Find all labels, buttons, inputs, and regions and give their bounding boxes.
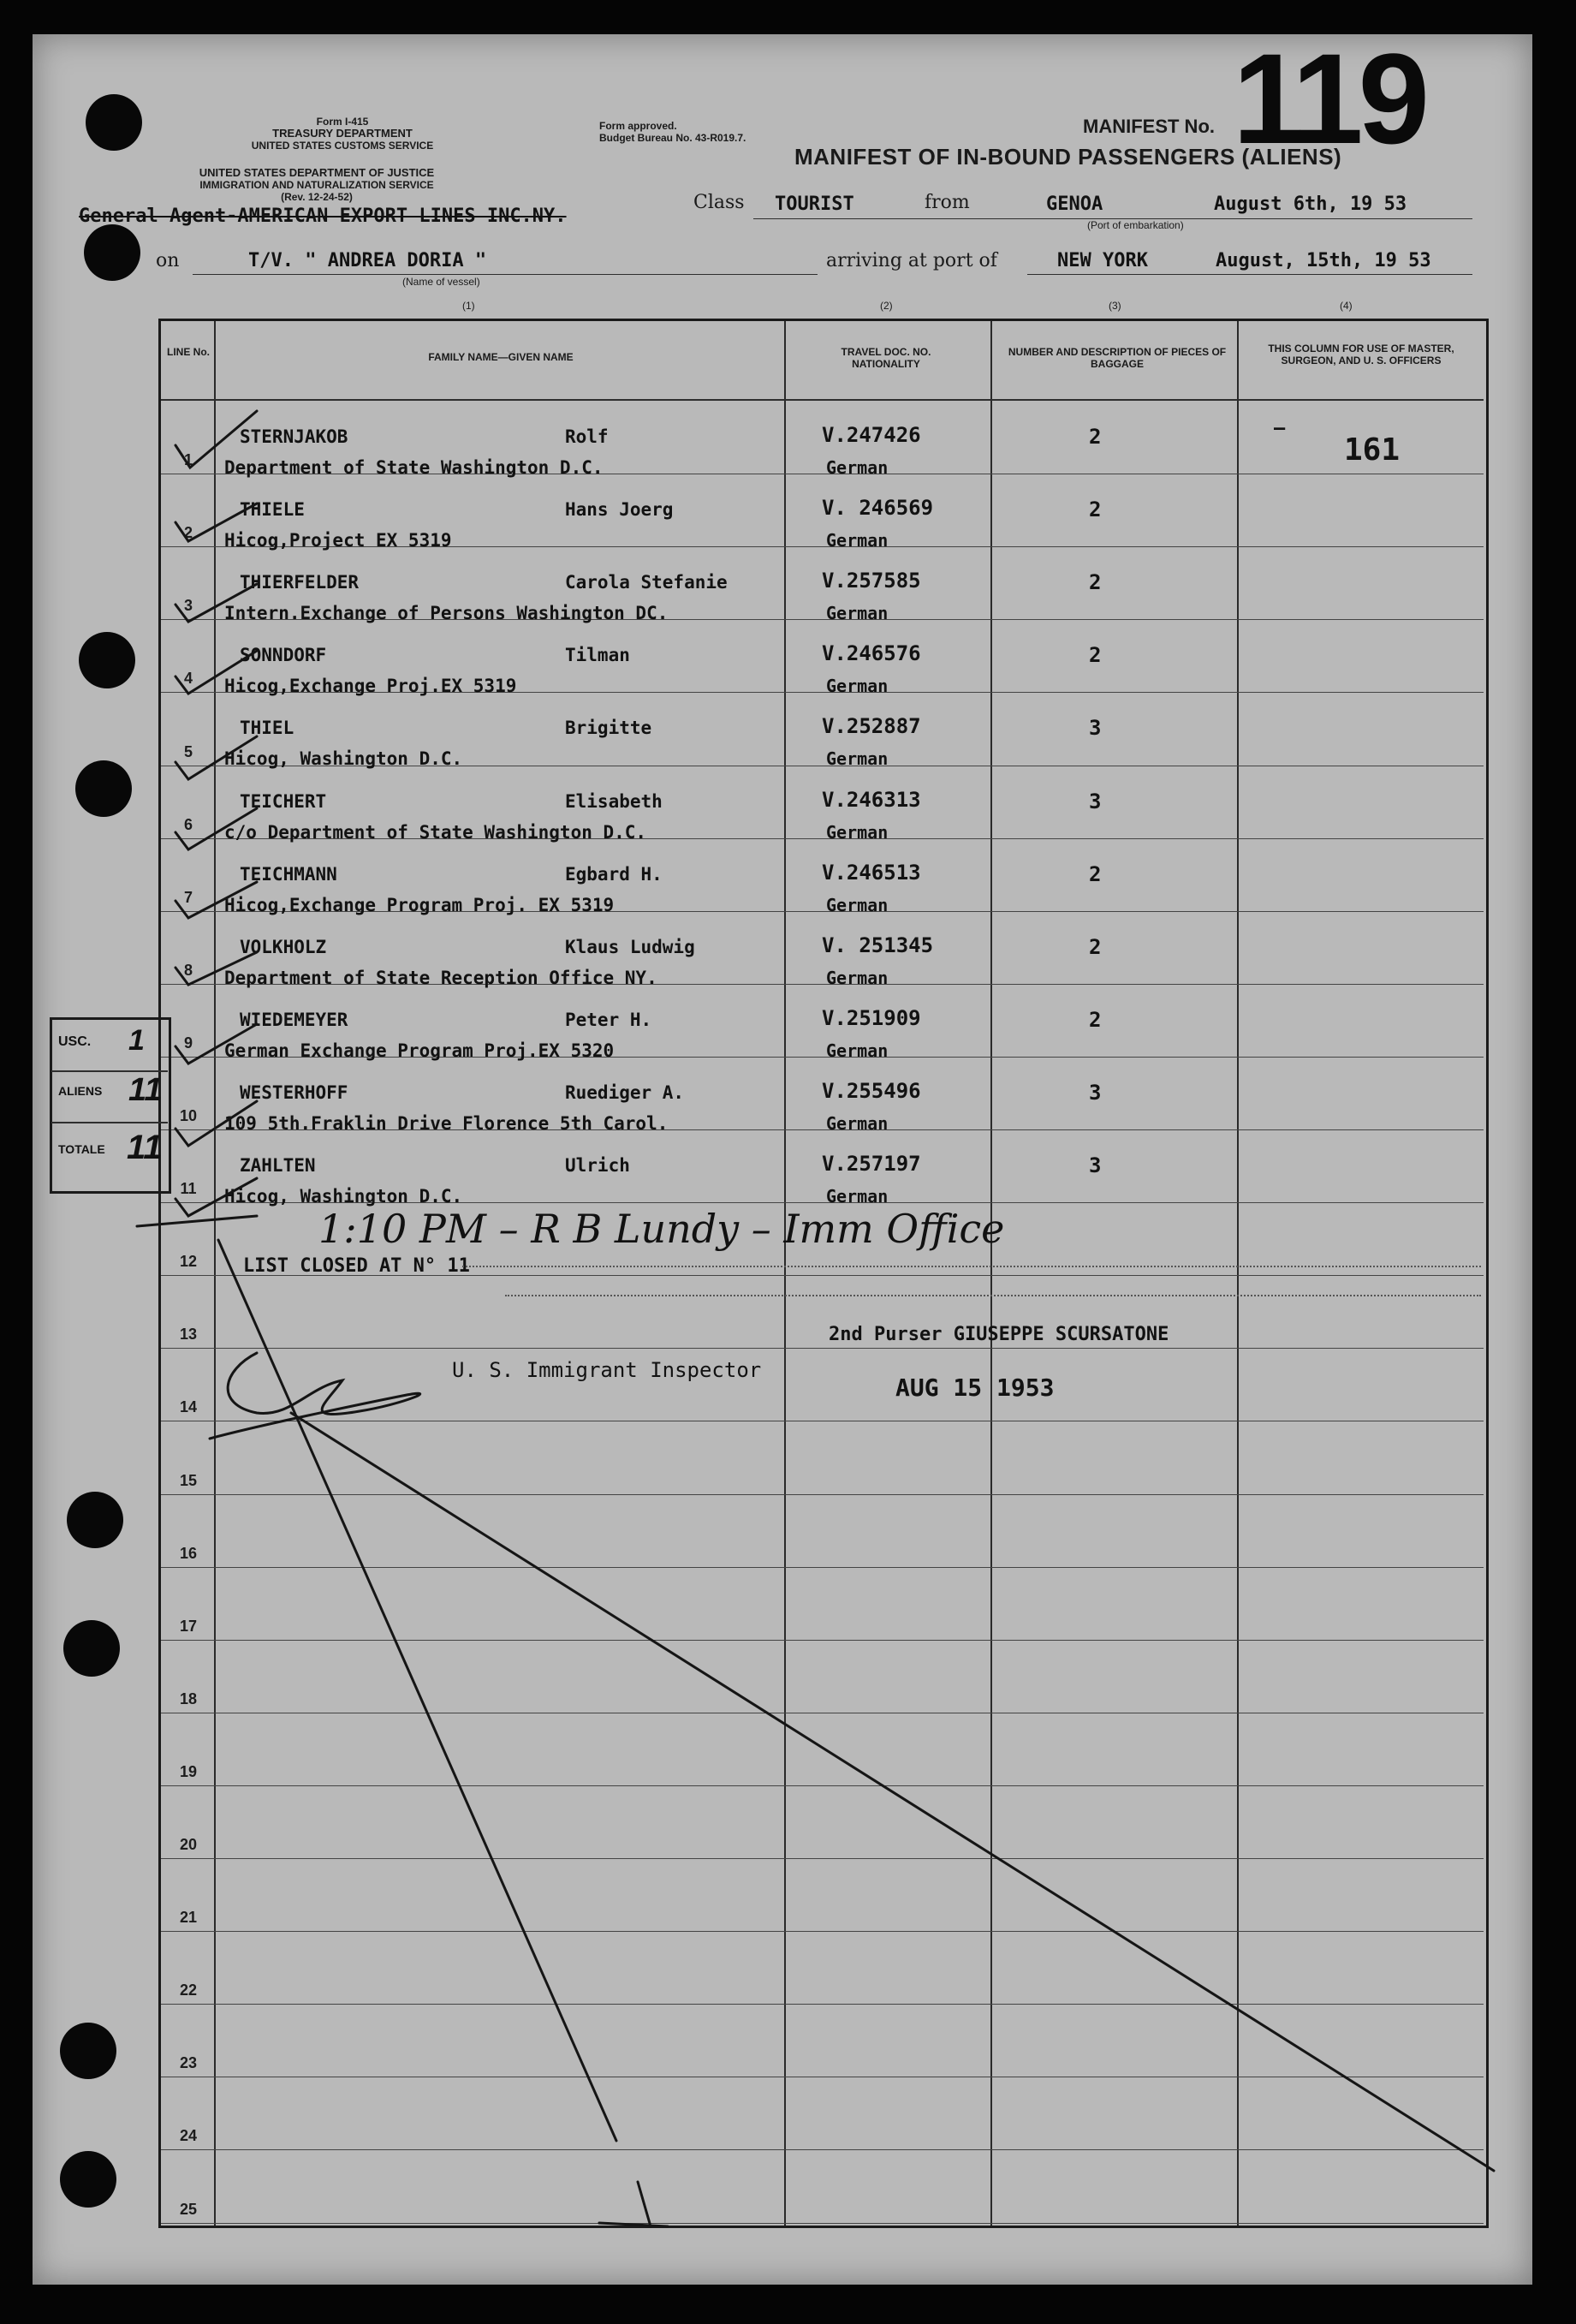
arrival-date: August, 15th, 19 53 bbox=[1216, 250, 1431, 271]
aliens-value: 11 bbox=[128, 1072, 163, 1108]
line-number: 7 bbox=[183, 888, 193, 906]
row-line bbox=[161, 1640, 1484, 1641]
line-number: 13 bbox=[179, 1326, 198, 1344]
line-number: 20 bbox=[179, 1836, 198, 1853]
family-name: TEICHMANN bbox=[240, 863, 337, 885]
given-name: Elisabeth bbox=[565, 790, 663, 812]
column-number-4: (4) bbox=[1340, 300, 1353, 312]
line-number: 23 bbox=[179, 2054, 198, 2072]
column-divider bbox=[990, 321, 992, 2226]
header-divider bbox=[161, 399, 1484, 401]
nationality: German bbox=[826, 1112, 889, 1134]
nationality: German bbox=[826, 1186, 889, 1207]
line-number: 5 bbox=[183, 742, 193, 760]
general-agent: General Agent-AMERICAN EXPORT LINES INC.NY. bbox=[79, 206, 567, 227]
travel-doc-number: V.246313 bbox=[822, 787, 921, 812]
punch-hole bbox=[86, 94, 142, 151]
rule bbox=[1027, 274, 1472, 275]
column-divider bbox=[214, 321, 216, 2226]
punch-hole bbox=[60, 2151, 116, 2208]
row-line bbox=[161, 2223, 1484, 2224]
family-name: ZAHLTEN bbox=[240, 1155, 316, 1176]
baggage-count: 3 bbox=[1089, 1080, 1102, 1105]
purser-name: 2nd Purser GIUSEPPE SCURSATONE bbox=[829, 1324, 1169, 1345]
baggage-count: 2 bbox=[1089, 498, 1102, 522]
line-number: 1 bbox=[183, 451, 193, 469]
column-divider bbox=[1237, 321, 1239, 2226]
address: Department of State Reception Office NY. bbox=[224, 967, 657, 988]
row-line bbox=[161, 1494, 1484, 1495]
class-value: TOURIST bbox=[775, 194, 854, 215]
baggage-count: 3 bbox=[1089, 1153, 1102, 1177]
port-embarkation-label: (Port of embarkation) bbox=[1087, 219, 1184, 231]
address: Hicog,Project EX 5319 bbox=[224, 530, 452, 551]
list-closed: LIST CLOSED AT N° 11 bbox=[243, 1255, 470, 1277]
line-number: 8 bbox=[183, 961, 193, 979]
line-number: 9 bbox=[183, 1034, 193, 1052]
header-travel-doc: TRAVEL DOC. NO. NATIONALITY bbox=[841, 346, 931, 370]
embarkation-date: August 6th, 19 53 bbox=[1214, 194, 1407, 215]
manifest-title: MANIFEST OF IN-BOUND PASSENGERS (ALIENS) bbox=[794, 144, 1342, 170]
baggage-count: 2 bbox=[1089, 1007, 1102, 1032]
line-number: 4 bbox=[183, 670, 193, 688]
nationality: German bbox=[826, 530, 889, 551]
baggage-count: 2 bbox=[1089, 934, 1102, 959]
family-name: SONNDORF bbox=[240, 645, 327, 666]
header-name: FAMILY NAME—GIVEN NAME bbox=[428, 351, 574, 363]
address: c/o Department of State Washington D.C. bbox=[224, 821, 647, 843]
customs-label: UNITED STATES CUSTOMS SERVICE bbox=[251, 140, 434, 152]
travel-doc-number: V.252887 bbox=[822, 714, 921, 739]
rule bbox=[193, 274, 818, 275]
travel-doc-number: V.247426 bbox=[822, 423, 921, 447]
from-value: GENOA bbox=[1046, 194, 1103, 215]
family-name: TEICHERT bbox=[240, 790, 327, 812]
row-line bbox=[161, 2004, 1484, 2005]
usc-label: USC. bbox=[58, 1034, 92, 1049]
vessel-name: T/V. " ANDREA DORIA " bbox=[248, 250, 487, 271]
header-line-no: LINE No. bbox=[167, 346, 210, 358]
baggage-count: 2 bbox=[1089, 643, 1102, 668]
line-number: 2 bbox=[183, 524, 193, 542]
treasury-label: TREASURY DEPARTMENT bbox=[272, 127, 413, 140]
line-number: 6 bbox=[183, 815, 193, 833]
arriving-label: arriving at port of bbox=[826, 250, 997, 271]
baggage-count: 2 bbox=[1089, 570, 1102, 595]
handwritten-note: 1:10 PM – R B Lundy – Imm Office bbox=[318, 1206, 1005, 1252]
row-line bbox=[161, 1567, 1484, 1568]
nationality: German bbox=[826, 967, 889, 988]
doj-block bbox=[154, 167, 479, 203]
total-value: 11 bbox=[127, 1129, 163, 1166]
dotted-rule bbox=[505, 1295, 1481, 1296]
travel-doc-number: V.257585 bbox=[822, 569, 921, 593]
form-number: Form I-415 bbox=[316, 116, 369, 128]
doj-label: UNITED STATES DEPARTMENT OF JUSTICE bbox=[199, 166, 435, 179]
given-name: Rolf bbox=[565, 426, 609, 447]
line-number: 12 bbox=[179, 1253, 198, 1271]
line-number: 22 bbox=[179, 1981, 198, 1999]
on-label: on bbox=[156, 250, 180, 271]
punch-hole bbox=[67, 1492, 123, 1548]
row-line bbox=[161, 1931, 1484, 1932]
given-name: Ruediger A. bbox=[565, 1082, 685, 1103]
officer-number: 161 bbox=[1344, 432, 1401, 468]
address: Intern.Exchange of Persons Washington DC. bbox=[224, 603, 669, 624]
row-line bbox=[161, 2149, 1484, 2150]
address: German Exchange Program Proj.EX 5320 bbox=[224, 1040, 615, 1061]
line-number: 17 bbox=[179, 1617, 198, 1635]
date-stamp: AUG 15 1953 bbox=[895, 1374, 1055, 1402]
header-baggage: NUMBER AND DESCRIPTION OF PIECES OF BAGGAGE bbox=[1008, 346, 1227, 370]
row-line bbox=[161, 1348, 1484, 1349]
nationality: German bbox=[826, 457, 889, 478]
given-name: Carola Stefanie bbox=[565, 572, 728, 593]
nationality: German bbox=[826, 748, 889, 770]
line-number: 15 bbox=[179, 1471, 198, 1489]
line-number: 24 bbox=[179, 2127, 198, 2145]
line-number: 16 bbox=[179, 1544, 198, 1562]
column-number-3: (3) bbox=[1109, 300, 1121, 312]
tally-divider bbox=[51, 1122, 168, 1123]
vessel-name-label: (Name of vessel) bbox=[402, 276, 480, 288]
approval-line: Form approved. bbox=[599, 120, 677, 132]
given-name: Hans Joerg bbox=[565, 499, 674, 521]
usc-value: 1 bbox=[128, 1024, 145, 1057]
dotted-rule bbox=[462, 1266, 1481, 1267]
travel-doc-number: V.255496 bbox=[822, 1078, 921, 1103]
column-divider bbox=[784, 321, 786, 2226]
travel-doc-number: V.251909 bbox=[822, 1005, 921, 1030]
given-name: Brigitte bbox=[565, 718, 652, 739]
punch-hole bbox=[75, 760, 132, 817]
column-number-1: (1) bbox=[462, 300, 475, 312]
line-number: 11 bbox=[180, 1180, 197, 1198]
manifest-label: MANIFEST No. bbox=[1083, 116, 1215, 137]
baggage-count: 3 bbox=[1089, 716, 1102, 741]
family-name: WIEDEMEYER bbox=[240, 1009, 348, 1030]
address: Department of State Washington D.C. bbox=[224, 457, 604, 478]
line-number: 21 bbox=[179, 1909, 198, 1927]
punch-hole bbox=[79, 632, 135, 688]
address: 109 5th.Fraklin Drive Florence 5th Carol. bbox=[224, 1112, 669, 1134]
family-name: WESTERHOFF bbox=[240, 1082, 348, 1103]
line-number: 14 bbox=[179, 1398, 198, 1416]
nationality: German bbox=[826, 894, 889, 915]
nationality: German bbox=[826, 1040, 889, 1061]
aliens-label: ALIENS bbox=[58, 1084, 103, 1098]
family-name: THIELE bbox=[240, 499, 305, 521]
total-label: TOTALE bbox=[58, 1142, 105, 1156]
address: Hicog, Washington D.C. bbox=[224, 1186, 463, 1207]
line-number: 25 bbox=[179, 2200, 198, 2218]
nationality: German bbox=[826, 676, 889, 697]
given-name: Egbard H. bbox=[565, 863, 663, 885]
from-label: from bbox=[925, 192, 970, 213]
family-name: THIERFELDER bbox=[240, 572, 360, 593]
given-name: Klaus Ludwig bbox=[565, 936, 695, 957]
ins-label: IMMIGRATION AND NATURALIZATION SERVICE bbox=[199, 179, 434, 191]
column-number-2: (2) bbox=[880, 300, 893, 312]
line-number: 18 bbox=[179, 1689, 198, 1707]
given-name: Peter H. bbox=[565, 1009, 652, 1030]
travel-doc-number: V. 246569 bbox=[822, 496, 934, 521]
officer-dash: – bbox=[1274, 418, 1286, 439]
baggage-count: 3 bbox=[1089, 789, 1102, 813]
family-name: THIEL bbox=[240, 718, 294, 739]
travel-doc-number: V.246576 bbox=[822, 641, 921, 666]
line-number: 10 bbox=[179, 1107, 198, 1124]
punch-hole bbox=[84, 224, 140, 281]
address: Hicog,Exchange Program Proj. EX 5319 bbox=[224, 894, 615, 915]
given-name: Tilman bbox=[565, 645, 630, 666]
address: Hicog, Washington D.C. bbox=[224, 748, 463, 770]
arriving-port: NEW YORK bbox=[1057, 250, 1148, 271]
travel-doc-number: V.246513 bbox=[822, 860, 921, 885]
travel-doc-number: V. 251345 bbox=[822, 933, 934, 957]
inspector-label: U. S. Immigrant Inspector bbox=[452, 1358, 762, 1382]
baggage-count: 2 bbox=[1089, 861, 1102, 886]
form-block bbox=[214, 116, 471, 152]
budget-line: Budget Bureau No. 43-R019.7. bbox=[599, 132, 746, 144]
nationality: German bbox=[826, 821, 889, 843]
family-name: VOLKHOLZ bbox=[240, 936, 327, 957]
line-number: 19 bbox=[179, 1762, 198, 1780]
family-name: STERNJAKOB bbox=[240, 426, 348, 447]
row-line bbox=[161, 1858, 1484, 1859]
punch-hole bbox=[63, 1620, 120, 1677]
row-line bbox=[161, 1785, 1484, 1786]
revision-label: (Rev. 12-24-52) bbox=[281, 191, 353, 203]
address: Hicog,Exchange Proj.EX 5319 bbox=[224, 676, 517, 697]
punch-hole bbox=[60, 2023, 116, 2079]
header-officers: THIS COLUMN FOR USE OF MASTER, SURGEON, AND U. S. OFFICERS bbox=[1268, 343, 1454, 366]
line-number: 3 bbox=[183, 597, 193, 615]
approval-block bbox=[599, 120, 746, 144]
manifest-number: 119 bbox=[1233, 27, 1424, 170]
baggage-count: 2 bbox=[1089, 425, 1102, 449]
travel-doc-number: V.257197 bbox=[822, 1152, 921, 1176]
nationality: German bbox=[826, 603, 889, 624]
given-name: Ulrich bbox=[565, 1155, 630, 1176]
class-label: Class bbox=[693, 192, 745, 213]
